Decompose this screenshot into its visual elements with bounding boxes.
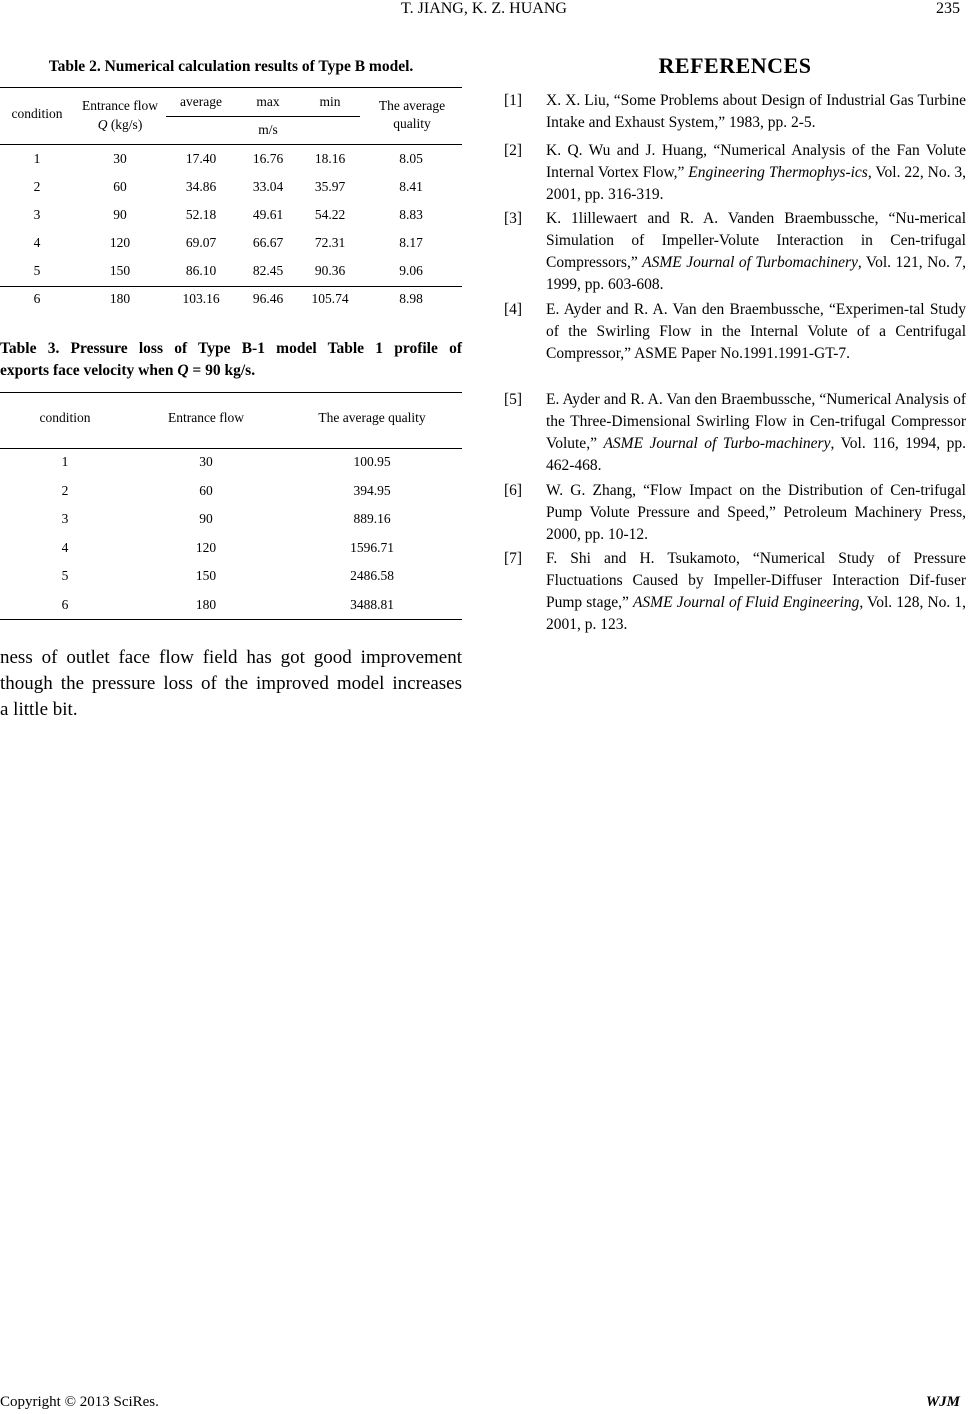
table-row: 1 30 17.40 16.76 18.16 8.05 — [33, 151, 423, 166]
table2-col-min: min — [319, 94, 341, 109]
table-row: 6 180 3488.81 — [61, 596, 394, 612]
table2-col-max: max — [256, 94, 280, 109]
table2-body — [0, 145, 462, 313]
table2-top-rule — [0, 87, 462, 88]
table-row: 1 30 100.95 — [61, 454, 391, 470]
table3-col-flow: Entrance flow — [167, 410, 245, 425]
table-row: 5 150 86.10 82.45 90.36 9.06 — [33, 263, 423, 278]
reference-1: [1] X. X. Liu, “Some Problems about Design of Industrial Gas Turbine Intake and Exhaust System,” 1983, pp. 2-5. — [504, 92, 966, 131]
table3-top-rule — [0, 392, 462, 393]
reference-7: [7] F. Shi and H. Tsukamoto, “Numerical Study of Pressure Fluctuations Caused by Impeller-Diffuser Interaction Dif-fuser Pump stage,” ASME Journal of Fluid Engineering, Vol. 128, No. 1, 2001, p. 123. — [504, 550, 967, 633]
journal-abbreviation: WJM — [925, 1394, 960, 1410]
table-row: 3 90 889.16 — [61, 511, 391, 527]
table2-caption: Table 2. Numerical calculation results of Type B model. — [48, 58, 414, 75]
table2-col-flow: Entrance flow Q (kg/s) — [81, 98, 159, 132]
running-head-authors: T. JIANG, K. Z. HUANG — [401, 0, 567, 17]
table2-header — [0, 90, 462, 144]
table3-col-condition: condition — [39, 410, 91, 425]
page-footer — [0, 1394, 968, 1414]
table3-bottom-rule — [0, 619, 462, 620]
table-row: 5 150 2486.58 — [61, 568, 394, 584]
table2-col-condition: condition — [11, 106, 63, 121]
table3-col-quality: The average quality — [318, 410, 426, 425]
table2-col-average: average — [180, 94, 222, 109]
reference-3: [3] K. 1lillewaert and R. A. Vanden Braembussche, “Nu-merical Simulation of Impeller-Volute Interaction in Cen-trifugal Compressors,” ASME Journal of Turbomachinery, Vol. 121, No. 7, 1999, pp. 603-608. — [504, 210, 966, 293]
table2-col-quality: The average quality — [378, 98, 446, 131]
reference-4: [4] E. Ayder and R. A. Van den Braembussche, “Experimen-tal Study of the Swirling Flow in the Internal Volute of a Centrifugal Compressor,” ASME Paper No.1991.1991-GT-7. — [504, 301, 966, 362]
table-row: 3 90 52.18 49.61 54.22 8.83 — [33, 207, 423, 222]
table2-col-unit: m/s — [258, 122, 278, 137]
copyright-notice: Copyright © 2013 SciRes. — [0, 1394, 159, 1410]
table-row: 4 120 1596.71 — [61, 539, 394, 555]
table3-body — [0, 448, 462, 619]
references-heading: REFERENCES — [658, 53, 812, 78]
reference-6: [6] W. G. Zhang, “Flow Impact on the Distribution of Cen-trifugal Pump Volute Pressure and Speed,” Petroleum Machinery Press, 2000, pp. 10-12. — [504, 482, 966, 543]
body-paragraph: ness of outlet face flow field has got good improvement though the pressure loss of the improved model increases a little bit. — [0, 647, 462, 720]
references-list — [504, 0, 966, 1414]
table-row: 4 120 69.07 66.67 72.31 8.17 — [33, 235, 423, 250]
table-row: 2 60 394.95 — [61, 482, 391, 498]
page-number: 235 — [936, 0, 960, 17]
reference-2: [2] K. Q. Wu and J. Huang, “Numerical Analysis of the Fan Volute Internal Vortex Flow,” Engineering Thermophys-ics, Vol. 22, No. 3, 2001, pp. 316-319. — [504, 142, 967, 203]
table-row: 2 60 34.86 33.04 35.97 8.41 — [33, 179, 423, 194]
table3-caption: Table 3. Pressure loss of Type B-1 model Table 1 profile of exports face velocity when Q = 90 kg/s. — [0, 340, 462, 379]
reference-5: [5] E. Ayder and R. A. Van den Braembussche, “Numerical Analysis of the Three-Dimensional Swirling Flow in Cen-trifugal Compressor Volute,” ASME Journal of Turbo-machinery, Vol. 116, 1994, pp. 462-468. — [504, 391, 966, 474]
table-row: 6 180 103.16 96.46 105.74 8.98 — [33, 291, 423, 306]
